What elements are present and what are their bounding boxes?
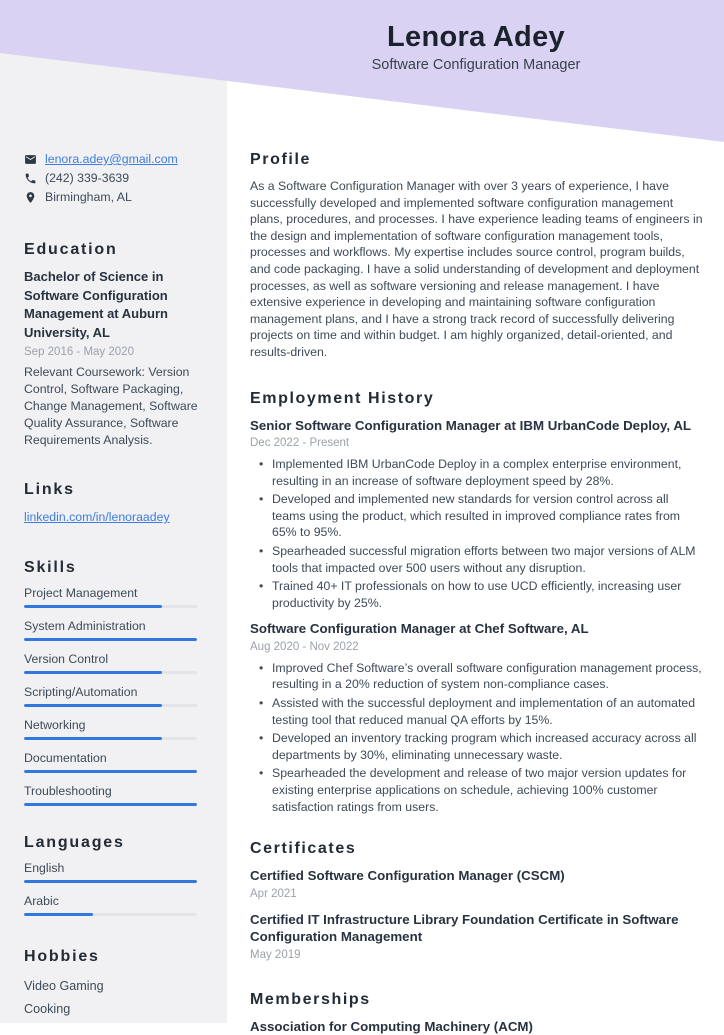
certificate-title: Certified IT Infrastructure Library Foundation Certificate in Software Configuration Management: [250, 911, 679, 945]
skill-bar: [24, 737, 197, 740]
job-dates: Dec 2022 - Present: [250, 437, 350, 450]
language-label: Arabic: [24, 894, 59, 908]
links-heading: Links: [24, 481, 75, 498]
skill-bar-fill: [24, 770, 197, 773]
job-bullet: • Developed an inventory tracking program which increased accuracy across all departments by 30%, eliminating unnecessary waste.: [272, 730, 705, 763]
language-bar-fill: [24, 913, 93, 916]
profile-text: As a Software Configuration Manager with over 3 years of experience, I have successfully developed and implemented software configuration management plans, procedures, and processes. I have experience leading teams of engineers in the design and implementation of software configuration management tools, processes and workflows. My expertise includes source control, program builds, and code packaging. I have a solid understanding of development and deployment processes, as well as software versioning and release management. I have extensive experience in developing and maintaining software configuration management plans, and I have a strong track record of successfully delivering projects on time and within budget. I am highly organized, detail-oriented, and results-driven.: [250, 179, 703, 359]
job-dates: Aug 2020 - Nov 2022: [250, 640, 359, 653]
hobby-item: Video Gaming: [24, 979, 104, 993]
skill-bar-fill: [24, 803, 197, 806]
job-bullet: • Improved Chef Software’s overall software configuration management process, resulting in a 20% reduction of system non-compliance cases.: [272, 660, 705, 693]
contact-section: [24, 152, 202, 204]
language-bar: [24, 880, 197, 883]
skill-item: [24, 784, 202, 806]
skill-item: [24, 652, 202, 674]
job-bullet: • Developed and implemented new standards for version control across all teams using the product, which resulted in improved compliance rates from 65% to 95%.: [272, 491, 705, 541]
skill-bar-fill: [24, 671, 162, 674]
candidate-job-title: Software Configuration Manager: [371, 57, 581, 73]
certificate-entry: [250, 867, 705, 901]
linkedin-link[interactable]: linkedin.com/in/lenoraadey: [24, 510, 170, 524]
job-entry: [250, 417, 705, 612]
employment-heading: Employment History: [250, 389, 435, 407]
skill-bar: [24, 770, 197, 773]
skill-item: [24, 619, 202, 641]
skill-bar: [24, 671, 197, 674]
sidebar: [0, 0, 227, 1023]
skill-bar-fill: [24, 704, 162, 707]
skill-item: [24, 685, 202, 707]
contact-location-row: [24, 190, 202, 204]
skill-item: [24, 751, 202, 773]
profile-heading: Profile: [250, 151, 311, 168]
language-label: English: [24, 861, 65, 875]
certificate-date: May 2019: [250, 948, 301, 961]
certificate-entry: [250, 911, 705, 962]
language-bar: [24, 913, 197, 916]
education-heading: Education: [24, 241, 118, 258]
skill-bar-fill: [24, 737, 162, 740]
skill-bar: [24, 803, 197, 806]
phone-icon: [24, 172, 37, 185]
skill-item: [24, 718, 202, 740]
languages-heading: Languages: [24, 834, 125, 851]
skill-bar: [24, 605, 197, 608]
envelope-icon: [24, 153, 37, 166]
location-text: Birmingham, AL: [45, 190, 132, 204]
email-link[interactable]: lenora.adey@gmail.com: [45, 152, 178, 166]
job-bullet-list: [250, 456, 705, 611]
skills-heading: Skills: [24, 559, 77, 576]
skill-label: Version Control: [24, 652, 109, 666]
language-item: [24, 861, 202, 883]
education-degree: Bachelor of Science in Software Configuration Management at Auburn University, AL: [24, 269, 168, 340]
candidate-name: Lenora Adey: [387, 21, 565, 53]
job-bullet: • Implemented IBM UrbanCode Deploy in a complex enterprise environment, resulting in an increase of software deployment speed by 28%.: [272, 456, 705, 489]
map-pin-icon: [24, 191, 37, 204]
skill-label: Networking: [24, 718, 86, 732]
contact-email-row: [24, 152, 202, 166]
membership-entry: Association for Computing Machinery (ACM): [250, 1018, 533, 1034]
language-bar-fill: [24, 880, 197, 883]
skill-label: Troubleshooting: [24, 784, 112, 798]
hobbies-heading: Hobbies: [24, 948, 100, 965]
certificates-heading: Certificates: [250, 840, 357, 858]
header-text: [250, 21, 702, 74]
skill-label: Documentation: [24, 751, 107, 765]
contact-phone-row: [24, 171, 202, 185]
education-dates: Sep 2016 - May 2020: [24, 346, 134, 358]
job-bullet: • Spearheaded successful migration efforts between two major versions of ALM tools that impacted over 500 users without any disruption.: [272, 543, 705, 576]
job-title: Senior Software Configuration Manager at IBM UrbanCode Deploy, AL: [250, 417, 692, 433]
skill-bar: [24, 704, 197, 707]
job-title: Software Configuration Manager at Chef Software, AL: [250, 621, 589, 637]
skill-bar-fill: [24, 638, 197, 641]
job-bullet-list: [250, 660, 705, 815]
skill-bar: [24, 638, 197, 641]
skill-label: Scripting/Automation: [24, 685, 138, 699]
job-bullet: • Spearheaded the development and release of two major version updates for existing enterprise applications on schedule, achieving 100% customer satisfaction ratings from users.: [272, 765, 705, 815]
phone-number: (242) 339-3639: [45, 171, 130, 185]
education-description: Relevant Coursework: Version Control, Software Packaging, Change Management, Software Quality Assurance, Software Requirements Analysis.: [24, 365, 198, 447]
memberships-heading: Memberships: [250, 990, 371, 1008]
hobby-item: Cooking: [24, 1002, 71, 1016]
skill-label: Project Management: [24, 586, 138, 600]
skill-label: System Administration: [24, 619, 146, 633]
job-entry: [250, 620, 705, 815]
main-content: [250, 0, 705, 1035]
certificate-date: Apr 2021: [250, 887, 297, 900]
job-bullet: • Trained 40+ IT professionals on how to use UCD efficiently, increasing user productivity by 25%.: [272, 578, 705, 611]
job-bullet: • Assisted with the successful deployment and implementation of an automated testing tool that reduced manual QA efforts by 15%.: [272, 695, 705, 728]
language-item: [24, 894, 202, 916]
skill-item: [24, 586, 202, 608]
certificate-title: Certified Software Configuration Manager (CSCM): [250, 868, 565, 884]
skill-bar-fill: [24, 605, 162, 608]
